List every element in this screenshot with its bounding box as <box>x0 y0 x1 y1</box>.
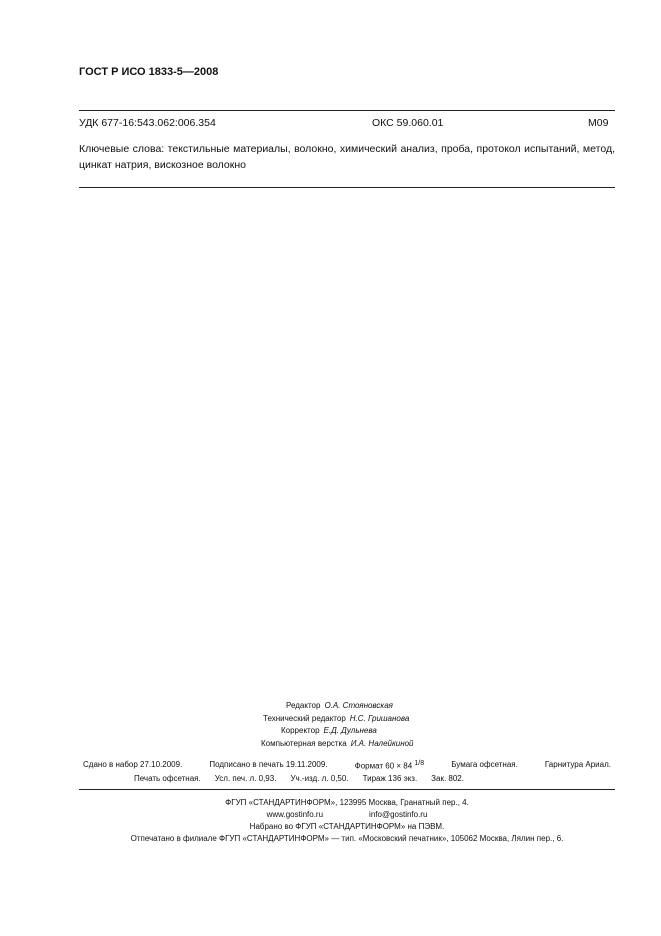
circulation: Тираж 136 экз. <box>362 774 418 783</box>
credit-tech-editor <box>200 713 500 726</box>
credit-name: И.А. Налейкиной <box>350 738 414 748</box>
print-sheets: Усл. печ. л. 0,93. <box>214 774 277 783</box>
format-info: Формат 60 × 84 $^{1/8}$ <box>354 760 425 771</box>
publishing-line-1 <box>83 760 611 771</box>
credit-proofreader <box>200 725 500 738</box>
typeset-note: Набрано во ФГУП «СТАНДАРТИНФОРМ» на ПЭВМ. <box>249 822 445 831</box>
signed-date: Подписано в печать 19.11.2009. <box>209 760 328 769</box>
divider-imprint <box>79 789 615 790</box>
credit-name: Е.Д. Дульнева <box>323 726 377 735</box>
imprint-block <box>79 797 615 845</box>
print-type: Печать офсетная. <box>134 774 201 783</box>
standard-id: ГОСТ Р ИСО 1833-5—2008 <box>79 66 219 78</box>
credit-editor <box>200 700 500 713</box>
divider-top <box>79 110 615 111</box>
typeface-info: Гарнитура Ариал. <box>544 760 611 769</box>
order-number: Зак. 802. <box>431 774 464 783</box>
credit-layout <box>200 738 500 751</box>
publishing-line-2 <box>134 774 554 783</box>
email-link[interactable]: info@gostinfo.ru <box>369 810 428 819</box>
group-code: М09 <box>588 117 609 129</box>
publisher-address: ФГУП «СТАНДАРТИНФОРМ», 123995 Москва, Гранатный пер., 4. <box>225 798 469 807</box>
credit-role: Корректор <box>281 726 320 735</box>
pub-sheets: Уч.-изд. л. 0,50. <box>290 774 349 783</box>
credit-role: Редактор <box>286 701 321 710</box>
credit-role: Компьютерная верстка <box>261 738 347 748</box>
udk-code: УДК 677-16:543.062:006.354 <box>79 117 216 129</box>
credits-block <box>200 700 500 750</box>
credit-name: О.А. Стояновская <box>324 701 393 710</box>
printed-note: Отпечатано в филиале ФГУП «СТАНДАРТИНФОРМ» — тип. «Московский печатник», 105062 Москва, Лялин пер., 6. <box>130 834 564 843</box>
website-link[interactable]: www.gostinfo.ru <box>266 810 324 819</box>
contacts-row <box>79 809 615 821</box>
divider-keywords <box>79 187 615 188</box>
submitted-date: Сдано в набор 27.10.2009. <box>83 760 183 769</box>
credit-role: Технический редактор <box>263 713 346 723</box>
format-fraction: 1/8 <box>414 760 425 767</box>
keywords-text: Ключевые слова: текстильные материалы, волокно, химический анализ, проба, протокол испытаний, метод, цинкат натрия, вискозное волокно <box>79 143 615 171</box>
paper-info: Бумага офсетная. <box>451 760 518 769</box>
credit-name: Н.С. Гришанова <box>349 713 410 723</box>
oks-code: ОКС 59.060.01 <box>372 117 444 129</box>
